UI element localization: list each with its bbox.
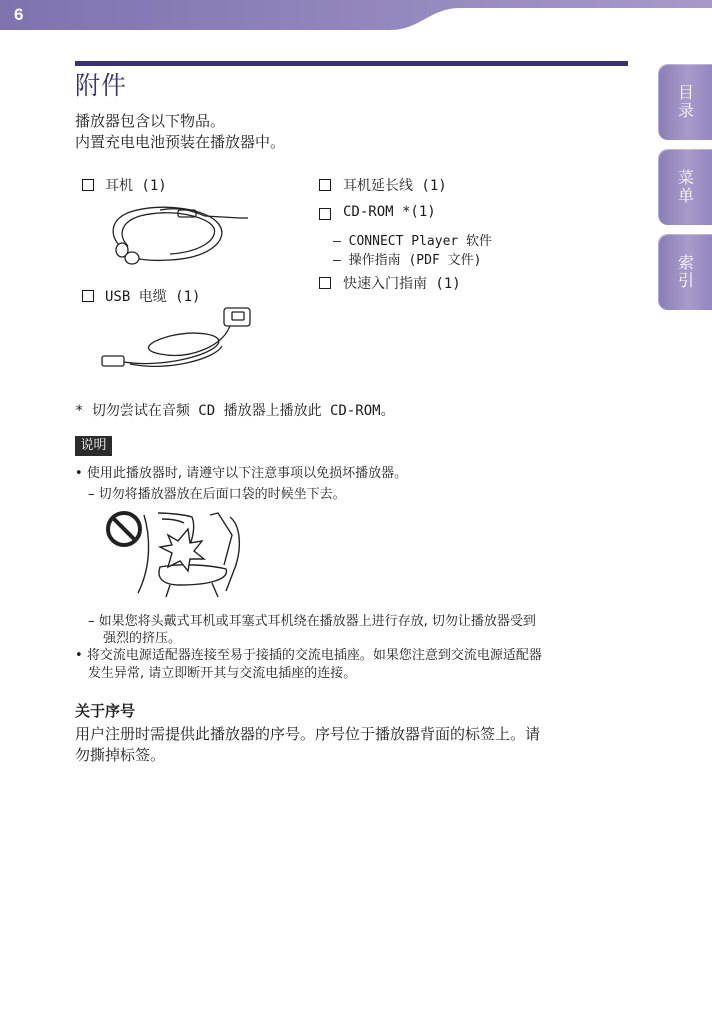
bullet-text: 使用此播放器时, 请遵守以下注意事项以免损坏播放器。 xyxy=(86,466,408,481)
item-quick-guide: 快速入门指南 (1) xyxy=(343,276,461,292)
dash-item-continued: 强烈的挤压。 xyxy=(103,631,182,646)
sit-warning-illustration xyxy=(100,505,248,599)
checkbox-icon xyxy=(319,208,331,220)
cdrom-content-1: – CONNECT Player 软件 xyxy=(333,234,493,249)
item-earphones: 耳机 (1) xyxy=(105,178,167,194)
item-cdrom: CD-ROM *(1) xyxy=(343,204,436,220)
title-rule xyxy=(75,61,628,66)
tab-menu[interactable] xyxy=(658,149,712,225)
serial-body-line-1: 用户注册时需提供此播放器的序号。序号位于播放器背面的标签上。请 xyxy=(75,725,541,743)
earphones-illustration xyxy=(100,198,250,268)
page-title: 附件 xyxy=(75,71,128,100)
item-usb-cable: USB 电缆 (1) xyxy=(105,289,201,305)
tab-toc[interactable] xyxy=(658,64,712,140)
bullet-text-continued: 发生异常, 请立即断开其与交流电插座的连接。 xyxy=(88,666,357,681)
section-heading: 关于序号 xyxy=(75,702,136,720)
tab-index-label: 索引 xyxy=(675,254,695,290)
checkbox-icon xyxy=(82,290,94,302)
checkbox-icon xyxy=(319,277,331,289)
checkbox-icon xyxy=(82,179,94,191)
intro-line-1: 播放器包含以下物品。 xyxy=(75,112,226,130)
tab-toc-label: 目录 xyxy=(675,84,695,120)
bullet-text: 将交流电源适配器连接至易于接插的交流电插座。如果您注意到交流电源适配器 xyxy=(86,648,542,663)
top-banner xyxy=(0,0,712,30)
item-extension-cable: 耳机延长线 (1) xyxy=(343,178,447,194)
serial-body-line-2: 勿撕掉标签。 xyxy=(75,746,166,764)
dash-item: – 切勿将播放器放在后面口袋的时候坐下去。 xyxy=(88,487,346,502)
dash-item: – 如果您将头戴式耳机或耳塞式耳机绕在播放器上进行存放, 切勿让播放器受到 xyxy=(88,614,536,629)
bullet-item: • 使用此播放器时, 请遵守以下注意事项以免损坏播放器。 xyxy=(75,466,408,481)
intro-line-2: 内置充电电池预装在播放器中。 xyxy=(75,133,286,151)
bullet-item: • 将交流电源适配器连接至易于接插的交流电插座。如果您注意到交流电源适配器 xyxy=(75,648,542,663)
usb-cable-illustration xyxy=(100,306,255,376)
tab-menu-label: 菜单 xyxy=(675,169,695,205)
note-badge: 说明 xyxy=(75,436,112,456)
page-number: 6 xyxy=(14,5,24,24)
cdrom-warning: * 切勿尝试在音频 CD 播放器上播放此 CD-ROM。 xyxy=(75,403,395,419)
tab-index[interactable] xyxy=(658,234,712,310)
checkbox-icon xyxy=(319,179,331,191)
cdrom-content-2: – 操作指南 (PDF 文件) xyxy=(333,253,482,268)
